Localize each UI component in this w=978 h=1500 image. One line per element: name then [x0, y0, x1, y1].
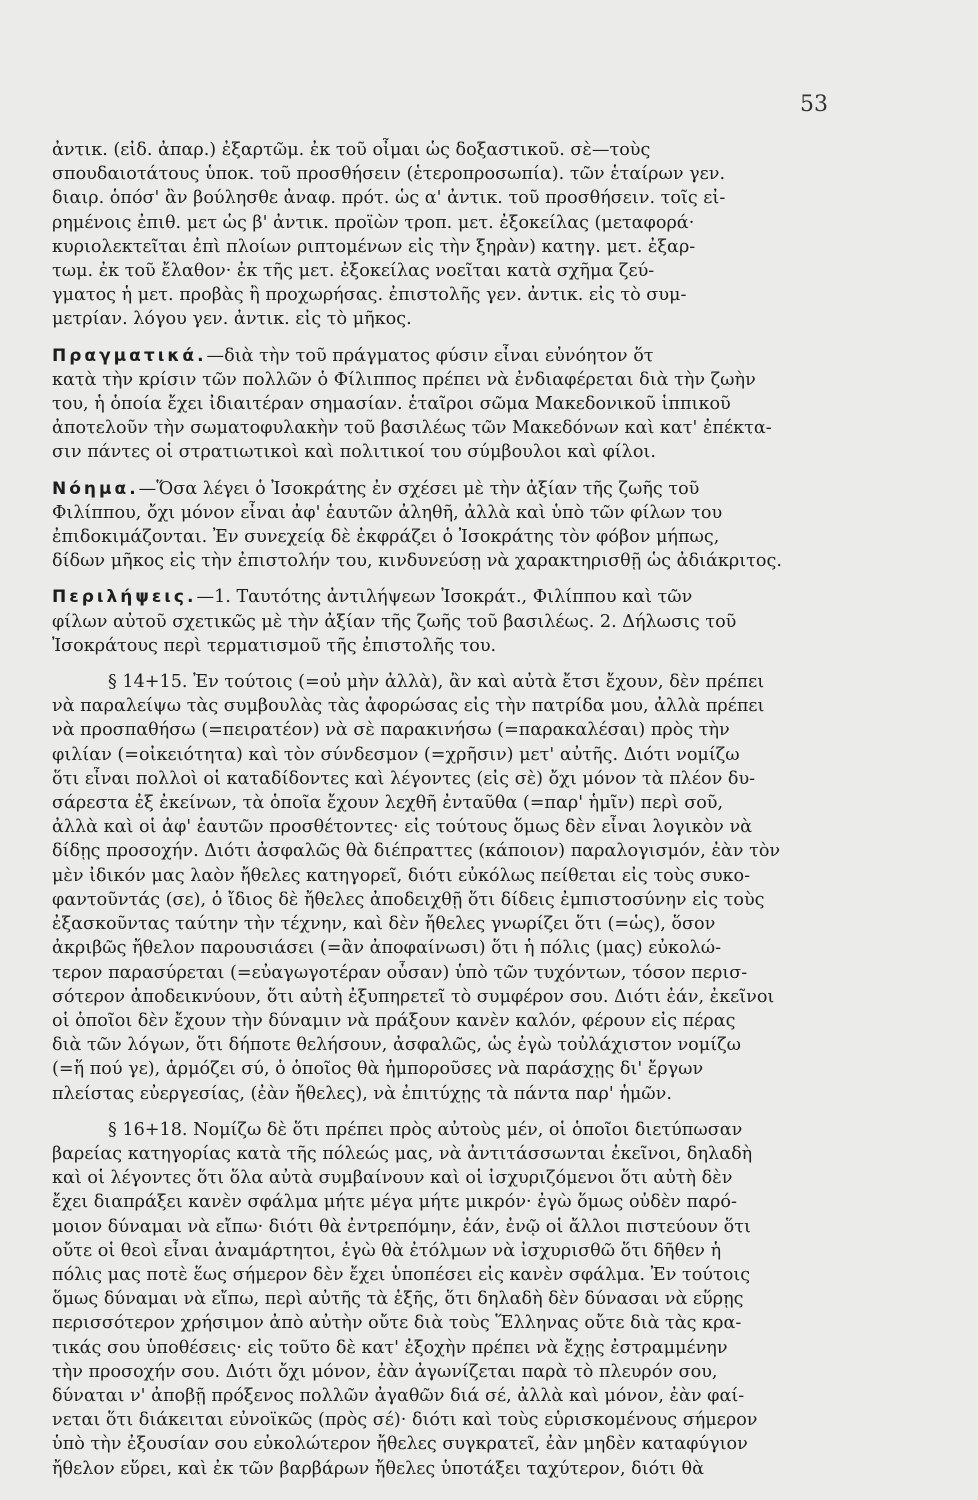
text-line: ἀλλὰ καὶ οἱ ἀφ' ἑαυτῶν προσθέτοντες· εἰς τούτους ὅμως δὲν εἶναι λογικὸν νὰ: [52, 817, 753, 838]
text-line: Φιλίππου, ὄχι μόνον εἶναι ἀφ' ἑαυτῶν ἀληθῆ, ἀλλὰ καὶ ὑπὸ τῶν φίλων του: [52, 502, 723, 523]
text-line: ὅμως δύναμαι νὰ εἴπω, περὶ αὐτῆς τὰ ἑξῆς, ὅτι δηλαδὴ δὲν δύνασαι νὰ εὕρῃς: [52, 1289, 744, 1310]
text-line: τὴν προσοχήν σου. Διότι ὄχι μόνον, ἐὰν ἀγωνίζεται παρὰ τὸ πλευρόν σου,: [52, 1361, 718, 1382]
section-heading: Νόημα.: [52, 478, 139, 499]
text-line: ἤθελον εὕρει, καὶ ἐκ τῶν βαρβάρων ἤθελες ὑποτάξει ταχύτερον, διότι θὰ: [52, 1458, 704, 1479]
text-line: νὰ προσπαθήσω (=πειρατέον) νὰ σὲ παρακινήσω (=παρακαλέσαι) πρὸς τὴν: [52, 720, 730, 741]
text-line: βαρείας κατηγορίας κατὰ τῆς πόλεώς μας, νὰ ἀντιτάσσωνται ἐκεῖνοι, δηλαδὴ: [52, 1143, 753, 1164]
text-line: οὔτε οἱ θεοὶ εἶναι ἀναμάρτητοι, ἐγὼ θὰ ἐτόλμων νὰ ἰσχυρισθῶ ὅτι δῆθεν ἡ: [52, 1240, 722, 1261]
text-line: φαντοῦντάς (σε), ὁ ἴδιος δὲ ἤθελες ἀποδειχθῇ ὅτι δίδεις ἐμπιστοσύνην εἰς τοὺς: [52, 889, 765, 910]
text-line: διαιρ. ὁπόσ' ἂν βούλησθε ἀναφ. πρότ. ὡς α' ἀντικ. τοῦ προσθήσειν. τοῖς εἰ-: [52, 188, 726, 209]
text-line: § 14+15. Ἐν τούτοις (=οὐ μὴν ἀλλὰ), ἂν καὶ αὐτὰ ἔτσι ἔχουν, δὲν πρέπει: [108, 672, 765, 693]
text-line: διὰ τῶν λόγων, ὅτι δήποτε θελήσουν, ἀσφαλῶς, ὡς ἐγὼ τοὐλάχιστον νομίζω: [52, 1035, 741, 1056]
text-line: δίδων μῆκος εἰς τὴν ἐπιστολήν του, κινδυνεύσῃ νὰ χαρακτηρισθῇ ὡς ἀδιάκριτος.: [52, 551, 782, 572]
text-line: σιν πάντες οἱ στρατιωτικοὶ καὶ πολιτικοί του σύμβουλοι καὶ φίλοι.: [52, 442, 656, 463]
text-line: ἀκριβῶς ἤθελον παρουσιάσει (=ἂν ἀποφαίνωσι) ὅτι ἡ πόλις (μας) εὐκολώ-: [52, 938, 722, 959]
text-line: ἔχει διαπράξει κανὲν σφάλμα μήτε μέγα μήτε μικρόν· ἐγὼ ὅμως οὐδὲν παρό-: [52, 1192, 737, 1213]
text-line: § 16+18. Νομίζω δὲ ὅτι πρέπει πρὸς αὐτοὺς μέν, οἱ ὁποῖοι διετύπωσαν: [108, 1119, 743, 1140]
text-line: κυριολεκτεῖται ἐπὶ πλοίων ριπτομένων εἰς τὴν ξηρὰν) κατηγ. μετ. ἐξαρ-: [52, 236, 696, 257]
text-line: ἀντικ. (εἰδ. ἀπαρ.) ἐξαρτῶμ. ἐκ τοῦ οἶμαι ὡς δοξαστικοῦ. σὲ—τοὺς: [52, 140, 651, 160]
text-line: νεται ὅτι διάκειται εὐνοϊκῶς (πρὸς σέ)· διότι καὶ τοὺς εὑρισκομένους σήμερον: [52, 1410, 758, 1431]
text-line: κατὰ τὴν κρίσιν τῶν πολλῶν ὁ Φίλιππος πρέπει νὰ ἐνδιαφέρεται διὰ τὴν ζωὴν: [52, 369, 756, 390]
text-line: περισσότερον χρήσιμον ἀπὸ αὐτὴν οὔτε διὰ τοὺς Ἕλληνας οὔτε διὰ τὰς κρα-: [52, 1313, 742, 1334]
section-heading: Πραγματικά.: [52, 345, 207, 366]
text-line: πόλις μας ποτὲ ἕως σήμερον δὲν ἔχει ὑποπέσει εἰς κανὲν σφάλμα. Ἐν τούτοις: [52, 1264, 751, 1285]
paragraph-notes: [52, 138, 852, 332]
paragraph-pragmatika: [52, 344, 852, 465]
text-line: μοιον δύναμαι νὰ εἴπω· διότι θὰ ἐντρεπόμην, ἐάν, ἐνῷ οἱ ἄλλοι πιστεύουν ὅτι: [52, 1216, 751, 1237]
text-line: πλείστας εὐεργεσίας, (ἐὰν ἤθελες), νὰ ἐπιτύχῃς τὰ πάντα παρ' ἡμῶν.: [52, 1083, 672, 1104]
text-line: τικάς σου ὑποθέσεις· εἰς τοῦτο δὲ κατ' ἐξοχὴν πρέπει νὰ ἔχῃς ἐστραμμένην: [52, 1337, 728, 1358]
text-line: φιλίαν (=οἰκειότητα) καὶ τὸν σύνδεσμον (=χρῆσιν) μετ' αὐτῆς. Διότι νομίζω: [52, 744, 740, 765]
text-line: τωμ. ἐκ τοῦ ἔλαθον· ἐκ τῆς μετ. ἐξοκείλας νοεῖται κατὰ σχῆμα ζεύ-: [52, 261, 655, 282]
section-heading: Περιλήψεις.: [52, 587, 197, 608]
text-line: [52, 344, 852, 368]
text-line: οἱ ὁποῖοι δὲν ἔχουν τὴν δύναμιν νὰ πράξουν κανὲν καλόν, φέρουν εἰς πέρας: [52, 1010, 736, 1031]
text-line: καὶ οἱ λέγοντες ὅτι ὅλα αὐτὰ συμβαίνουν καὶ οἱ ἰσχυριζόμενοι ὅτι αὐτὴ δὲν: [52, 1168, 733, 1189]
text-run: —1. Ταυτότης ἀντιλήψεων Ἰσοκράτ., Φιλίππου καὶ τῶν: [196, 587, 693, 608]
text-line: σάρεστα ἐξ ἐκείνων, τὰ ὁποῖα ἔχουν λεχθῆ ἐνταῦθα (=παρ' ἡμῖν) περὶ σοῦ,: [52, 793, 724, 814]
text-line: φίλων αὐτοῦ σχετικῶς μὲ τὴν ἀξίαν τῆς ζωῆς τοῦ βασιλέως. 2. Δήλωσις τοῦ: [52, 611, 737, 632]
paragraph-perilipseis: [52, 585, 852, 658]
text-line: ἐπιδοκιμάζονται. Ἐν συνεχείᾳ δὲ ἐκφράζει ὁ Ἰσοκράτης τὸν φόβον μήπως,: [52, 527, 720, 548]
text-line: του, ἡ ὁποία ἔχει ἰδιαιτέραν σημασίαν. ἑταῖροι σῶμα Μακεδονικοῦ ἱππικοῦ: [52, 394, 731, 415]
text-run: —διὰ τὴν τοῦ πράγματος φύσιν εἶναι εὐνόητον ὅτ: [206, 345, 654, 366]
paragraph-16-18: [52, 1118, 852, 1481]
text-line: (=ἥ πού γε), ἁρμόζει σύ, ὁ ὁποῖος θὰ ἠμποροῦσες νὰ παράσχῃς δι' ἔργων: [52, 1059, 704, 1080]
text-line: ὅτι εἶναι πολλοὶ οἱ καταδίδοντες καὶ λέγοντες (εἰς σὲ) ὄχι μόνον τὰ πλέον δυ-: [52, 768, 756, 789]
paragraph-noima: [52, 477, 852, 574]
text-line: σότερον ἀποδεικνύουν, ὅτι αὐτὴ ἐξυπηρετεῖ τὸ συμφέρον σου. Διότι ἐάν, ἐκεῖνοι: [52, 986, 775, 1007]
text-line: [52, 585, 852, 609]
text-line: μὲν ἰδικόν μας λαὸν ἤθελες κατηγορεῖ, διότι εὐκόλως πείθεται εἰς τοὺς συκο-: [52, 865, 751, 886]
body-text: [52, 138, 852, 1493]
text-line: ἐξασκοῦντας ταύτην τὴν τέχνην, καὶ δὲν ἤθελες γνωρίζει ὅτι (=ὡς), ὅσον: [52, 914, 716, 935]
text-line: δίδῃς προσοχήν. Διότι ἀσφαλῶς θὰ διέπραττες (κάποιον) παραλογισμόν, ἐὰν τὸν: [52, 841, 781, 862]
paragraph-14-15: [52, 670, 852, 1106]
text-line: σπουδαιοτάτους ὑποκ. τοῦ προσθήσειν (ἑτεροπροσωπία). τῶν ἑταίρων γεν.: [52, 164, 726, 185]
text-line: ρημένοις ἐπιθ. μετ ὡς β' ἀντικ. προϊὼν τροπ. μετ. ἐξοκείλας (μεταφορά·: [52, 212, 695, 233]
text-run: —Ὅσα λέγει ὁ Ἰσοκράτης ἐν σχέσει μὲ τὴν ἀξίαν τῆς ζωῆς τοῦ: [138, 478, 700, 499]
text-line: δύναται ν' ἀποβῇ πρόξενος πολλῶν ἀγαθῶν διά σέ, ἀλλὰ καὶ μόνον, ἐὰν φαί-: [52, 1385, 745, 1406]
page-number: 53: [800, 92, 828, 117]
text-line: μετρίαν. λόγου γεν. ἀντικ. εἰς τὸ μῆκος.: [52, 309, 412, 330]
text-line: γματος ἡ μετ. προβὰς ἢ προχωρήσας. ἐπιστολῆς γεν. ἀντικ. εἰς τὸ συμ-: [52, 285, 687, 306]
text-line: ὑπὸ τὴν ἐξουσίαν σου εὐκολώτερον ἤθελες συγκρατεῖ, ἐὰν μηδὲν καταφύγιον: [52, 1434, 748, 1455]
text-line: ἀποτελοῦν τὴν σωματοφυλακὴν τοῦ βασιλέως τῶν Μακεδόνων καὶ κατ' ἐπέκτα-: [52, 418, 772, 439]
text-line: τερον παρασύρεται (=εὐαγωγοτέραν οὖσαν) ὑπὸ τῶν τυχόντων, τόσον περισ-: [52, 962, 748, 983]
text-line: Ἰσοκράτους περὶ τερματισμοῦ τῆς ἐπιστολῆς του.: [52, 635, 497, 656]
text-line: [52, 477, 852, 501]
text-line: νὰ παραλείψω τὰς συμβουλὰς τὰς ἀφορώσας εἰς τὴν πατρίδα μου, ἀλλὰ πρέπει: [52, 696, 765, 717]
